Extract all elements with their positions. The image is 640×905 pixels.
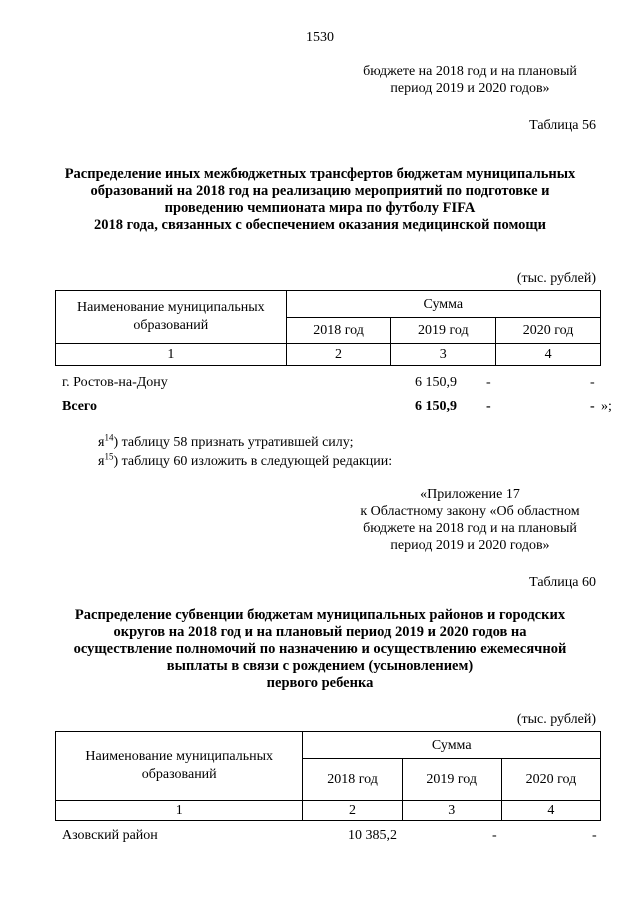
table60-year-2019: 2019 год xyxy=(402,759,501,801)
table56-name-col-line-1: Наименование муниципальных xyxy=(76,300,265,315)
amendment-14-sup: 14 xyxy=(104,432,114,443)
table56-row1-2020: - xyxy=(590,375,595,390)
table56-year-2020: 2020 год xyxy=(496,318,601,344)
amendment-15-text: ) таблицу 60 изложить в следующей редакции: xyxy=(113,454,393,469)
table60-row1-2018: 10 385,2 xyxy=(348,828,397,843)
table56-title-line-3: проведению чемпионата мира по футболу FIFA xyxy=(164,200,476,216)
table60-year-2018: 2018 год xyxy=(303,759,402,801)
table56-total-2020: - xyxy=(590,399,595,414)
appendix-header xyxy=(335,486,605,554)
table56-title xyxy=(30,166,610,234)
table56-colnum-1: 1 xyxy=(56,344,287,366)
table60-name-col-header xyxy=(56,732,303,801)
table56-title-line-4: 2018 года, связанных с обеспечением оказания медицинской помощи xyxy=(94,217,546,233)
table60-name-col-line-1: Наименование муниципальных xyxy=(85,749,274,764)
table60-sum-header: Сумма xyxy=(303,732,601,759)
top-fragment-line-1: бюджете на 2018 год и на плановый xyxy=(363,64,577,79)
table60-colnum-2: 2 xyxy=(303,801,402,821)
table56-total-2018: 6 150,9 xyxy=(415,399,457,414)
table56-header xyxy=(55,290,601,366)
amendment-14-text: ) таблицу 58 признать утратившей силу; xyxy=(113,435,354,450)
table56-row1-2018: 6 150,9 xyxy=(415,375,457,390)
table60-title-line-1: Распределение субвенции бюджетам муниципальных районов и городских xyxy=(74,607,566,623)
table56-row1-2019: - xyxy=(486,375,491,390)
table-row xyxy=(55,374,640,392)
table60-title-line-2: округов на 2018 год и на плановый период 2019 и 2020 годов на xyxy=(113,624,527,640)
amendment-14 xyxy=(98,434,353,451)
table60-header xyxy=(55,731,601,821)
table56-year-2019: 2019 год xyxy=(391,318,496,344)
table56-title-line-2: образований на 2018 год на реализацию мероприятий по подготовке и xyxy=(90,183,550,199)
table60-year-2020: 2020 год xyxy=(501,759,600,801)
appendix-line-3: бюджете на 2018 год и на плановый xyxy=(363,521,577,536)
table56-total-name: Всего xyxy=(62,399,97,414)
table60-title-line-4: выплаты в связи с рождением (усыновлением) xyxy=(166,658,474,674)
table60-row1-2020: - xyxy=(592,828,597,843)
amendment-15-sup: 15 xyxy=(104,451,114,462)
table60-title-line-3: осуществление полномочий по назначению и осуществлению ежемесячной xyxy=(73,641,567,657)
table-row xyxy=(55,398,640,416)
page-number: 1530 xyxy=(306,30,334,45)
table60-title xyxy=(30,607,610,692)
appendix-line-1: «Приложение 17 xyxy=(420,487,520,502)
table60-colnum-1: 1 xyxy=(56,801,303,821)
table60-row1-2019: - xyxy=(492,828,497,843)
appendix-line-4: период 2019 и 2020 годов» xyxy=(390,538,550,553)
table56-colnum-3: 3 xyxy=(391,344,496,366)
table56-units: (тыс. рублей) xyxy=(516,271,596,286)
table56-total-2019: - xyxy=(486,399,491,414)
table56-name-col-line-2: образований xyxy=(133,318,209,333)
table56-colnum-4: 4 xyxy=(496,344,601,366)
table56-title-line-1: Распределение иных межбюджетных трансфертов бюджетам муниципальных xyxy=(64,166,576,182)
table60-name-col-line-2: образований xyxy=(141,767,217,782)
table56-name-col-header xyxy=(56,291,287,344)
table56-closing-quote: »; xyxy=(601,399,612,414)
amendment-15-prefix: я xyxy=(98,454,105,469)
appendix-line-2: к Областному закону «Об областном xyxy=(360,504,580,519)
table60-colnum-4: 4 xyxy=(501,801,600,821)
table56-sum-header: Сумма xyxy=(286,291,600,318)
top-fragment-line-2: период 2019 и 2020 годов» xyxy=(390,81,550,96)
table56-year-2018: 2018 год xyxy=(286,318,391,344)
table60-row1-name: Азовский район xyxy=(62,828,158,843)
table60-units: (тыс. рублей) xyxy=(516,712,596,727)
amendment-15 xyxy=(98,453,392,470)
amendment-14-prefix: я xyxy=(98,435,105,450)
table60-colnum-3: 3 xyxy=(402,801,501,821)
table-row xyxy=(55,827,601,845)
table60-label: Таблица 60 xyxy=(529,575,596,590)
table56-colnum-2: 2 xyxy=(286,344,391,366)
table60-title-line-5: первого ребенка xyxy=(266,675,374,691)
table56-label: Таблица 56 xyxy=(529,118,596,133)
table56-row1-name: г. Ростов-на-Дону xyxy=(62,375,168,390)
top-fragment xyxy=(335,63,605,97)
